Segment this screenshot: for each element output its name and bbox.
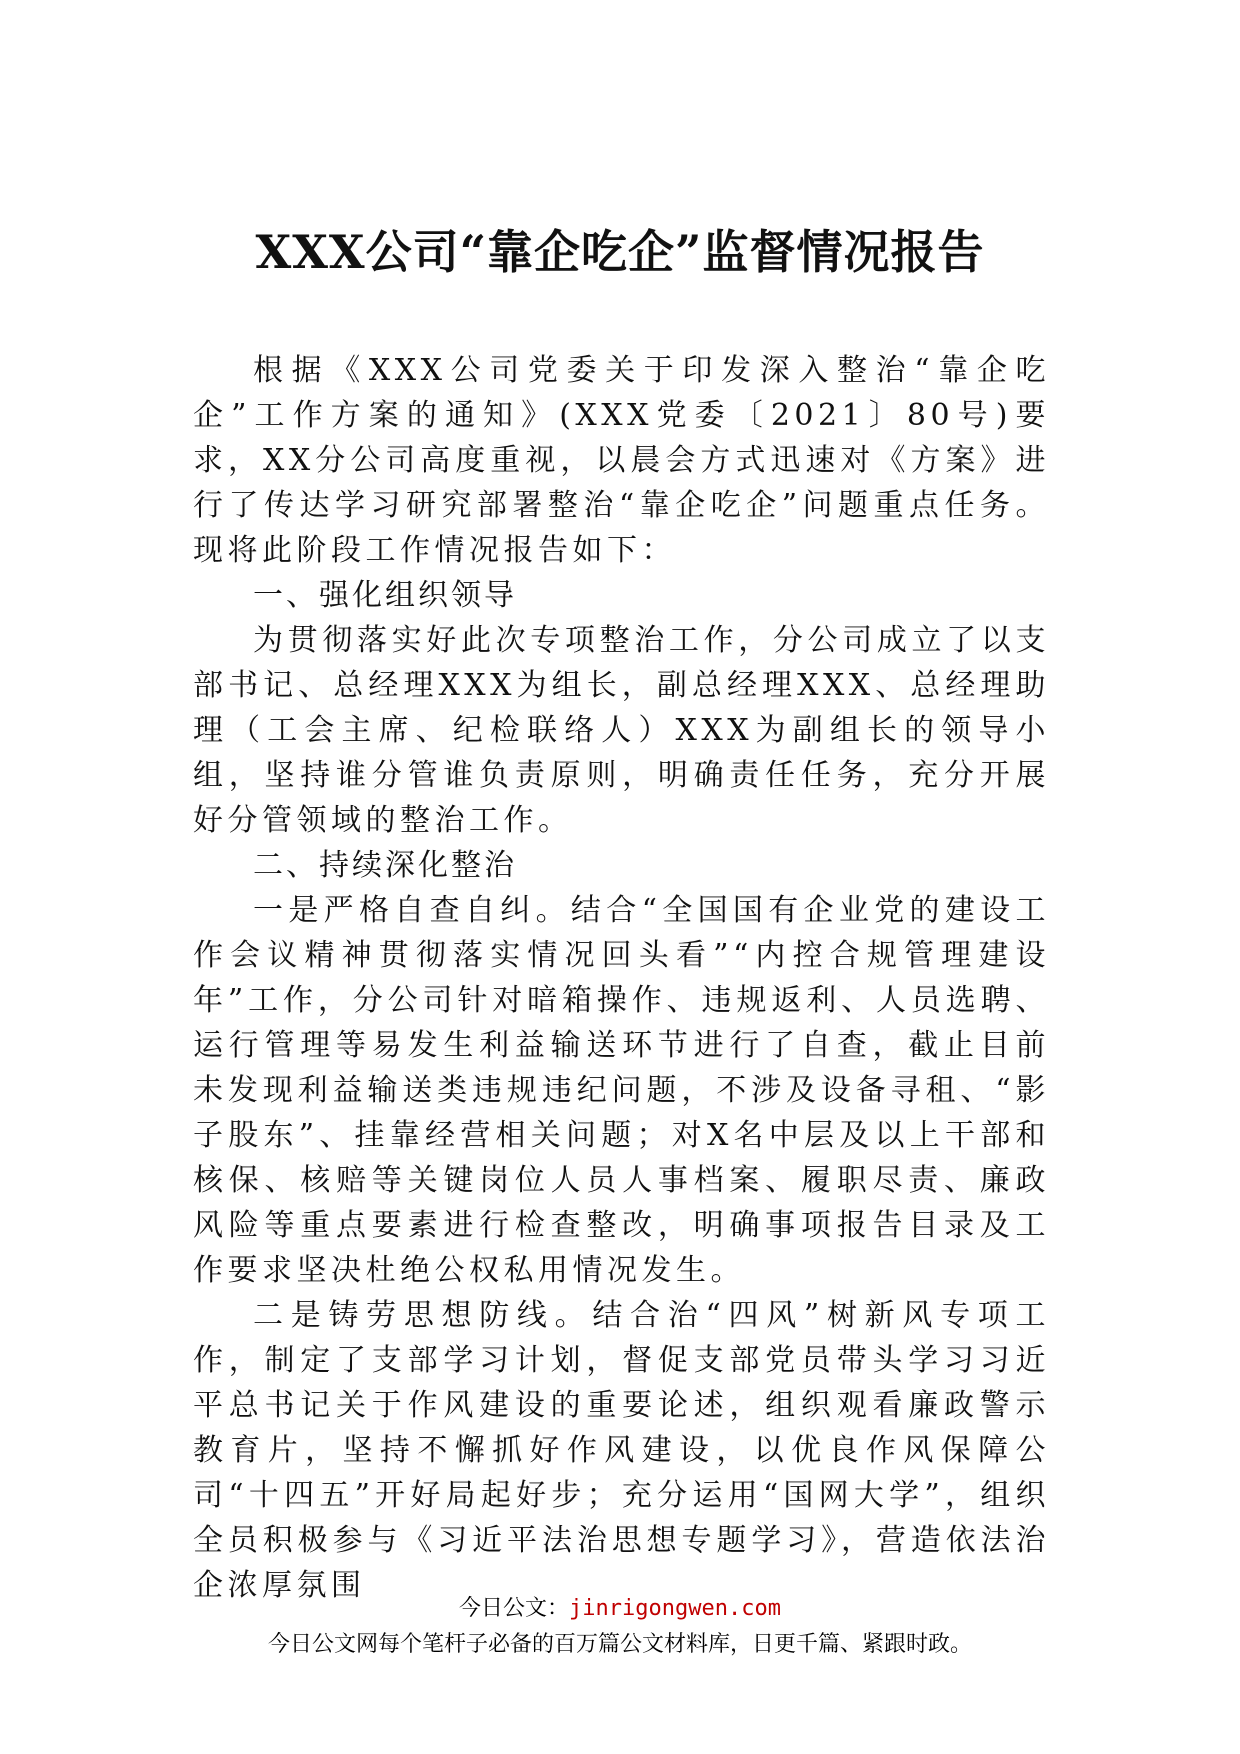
paragraph-self-inspection: 一是严格自查自纠。结合“全国国有企业党的建设工作会议精神贯彻落实情况回头看”“内控合规管理建设年”工作，分公司针对暗箱操作、违规返利、人员选聘、运行管理等易发生利益输送环节进行了自查，截止目前未发现利益输送类违规违纪问题，不涉及设备寻租、“影子股东”、挂靠经营相关问题；对X名中层及以上干部和核保、核赔等关键岗位人员人事档案、履职尽责、廉政风险等重点要素进行检查整改，明确事项报告目录及工作要求坚决杜绝公权私用情况发生。 [193,893,1050,1288]
document-body [193,348,1050,1608]
footer-site-link[interactable]: jinrigongwen.com [569,1596,781,1621]
document-title: XXX公司“靠企吃企”监督情况报告 [255,225,985,279]
section-heading-1: 一、强化组织领导 [253,578,517,613]
footer-label: 今日公文： [459,1596,570,1621]
paragraph-organization: 为贯彻落实好此次专项整治工作，分公司成立了以支部书记、总经理XXX为组长，副总经理XXX、总经理助理（工会主席、纪检联络人）XXX为副组长的领导小组，坚持谁分管谁负责原则，明确责任任务，充分开展好分管领域的整治工作。 [193,623,1050,838]
section-heading-2: 二、持续深化整治 [253,848,517,883]
paragraph-intro: 根据《XXX公司党委关于印发深入整治“靠企吃企”工作方案的通知》(XXX党委〔2021〕80号)要求，XX分公司高度重视，以晨会方式迅速对《方案》进行了传达学习研究部署整治“靠企吃企”问题重点任务。现将此阶段工作情况报告如下： [193,353,1050,568]
footer-slogan: 今日公文网每个笔杆子必备的百万篇公文材料库，日更千篇、紧跟时政。 [267,1632,972,1657]
footer-source [0,1594,1240,1624]
paragraph-ideological-defense: 二是铸劳思想防线。结合治“四风”树新风专项工作，制定了支部学习计划，督促支部党员带头学习习近平总书记关于作风建设的重要论述，组织观看廉政警示教育片，坚持不懈抓好作风建设，以优良作风保障公司“十四五”开好局起好步；充分运用“国网大学”，组织全员积极参与《习近平法治思想专题学习》，营造依法治企浓厚氛围 [193,1298,1050,1603]
